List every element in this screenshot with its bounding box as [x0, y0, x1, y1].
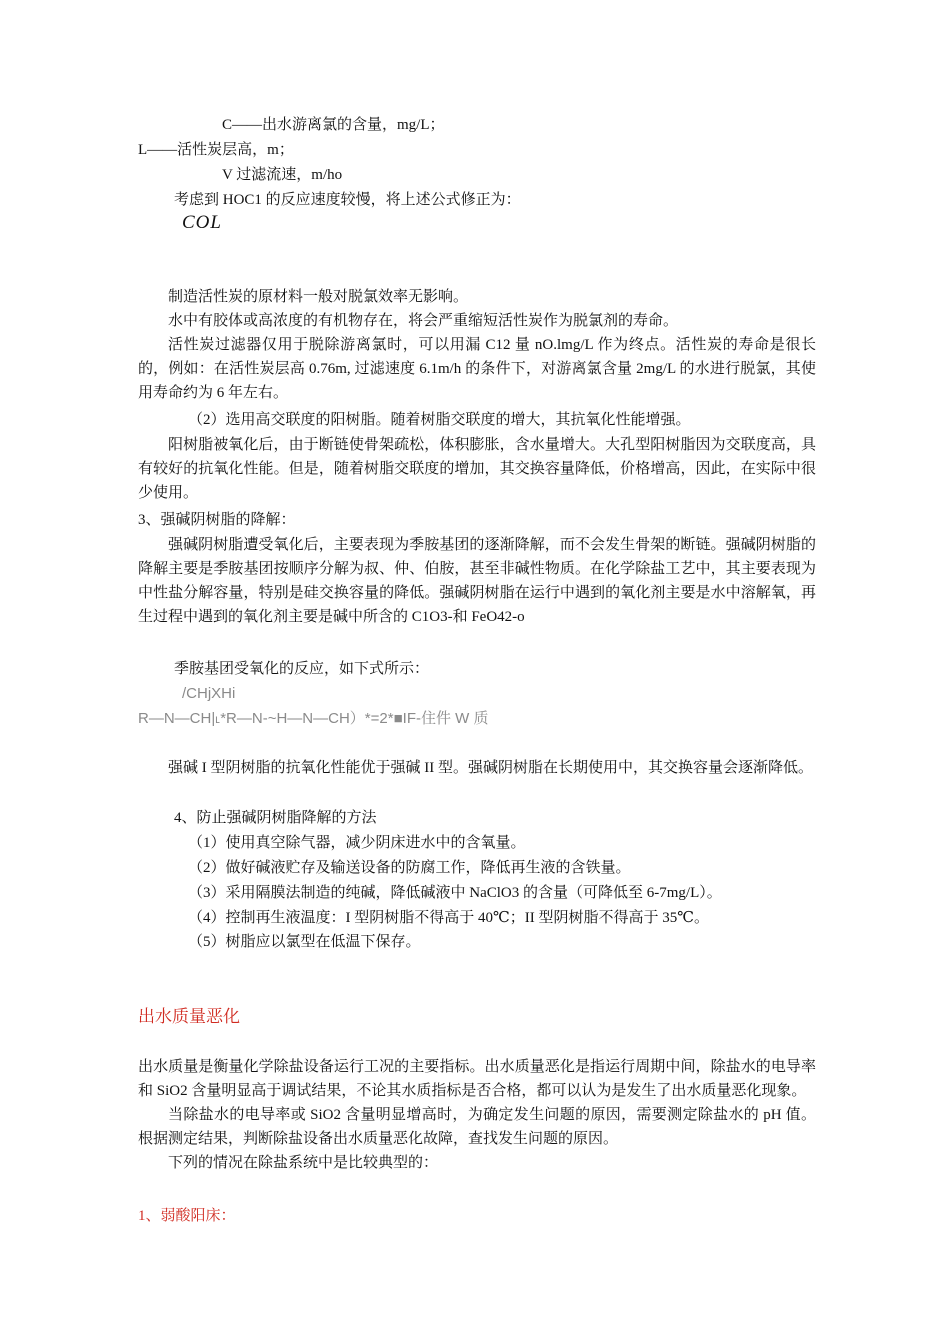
col-formula: COL: [182, 212, 222, 233]
definition-v: V 过滤流速，m/ho: [222, 167, 343, 183]
quality-para-1: 出水质量是衡量化学除盐设备运行工况的主要指标。出水质量恶化是指运行周期中间，除盐水的电导率和 SiO2 含量明显高于调试结果，不论其水质指标是否合格，都可以认为是发生了出水质量恶化现象。: [138, 1059, 816, 1099]
carbon-para-1: 制造活性炭的原材料一般对脱氯效率无影响。: [168, 289, 469, 305]
section-heading: 出水质量恶化: [138, 1007, 240, 1026]
method-item-3: （3）采用隔膜法制造的纯碱，降低碱液中 NaClO3 的含量（可降低至 6-7mg/L）。: [188, 885, 722, 901]
reaction-formula-line-1: /CHjXHi: [182, 685, 236, 702]
quality-paragraphs: [138, 1055, 816, 1175]
reaction-formula-line-2: R—N—CH|˪*R—N-~H—N—CH）*=2*■IF-住件 W 质: [138, 710, 489, 727]
method-item-4: （4）控制再生液温度：I 型阴树脂不得高于 40℃；II 型阴树脂不得高于 35℃。: [188, 910, 710, 926]
cation-item: （2）选用高交联度的阳树脂。随着树脂交联度的增大，其抗氧化性能增强。: [188, 412, 691, 428]
definition-l: L——活性炭层高，m；: [138, 142, 294, 158]
cation-paragraph: [138, 433, 816, 505]
method-item-2: （2）做好碱液贮存及输送设备的防腐工作，降低再生液的含铁量。: [188, 860, 631, 876]
cation-para-text: 阳树脂被氧化后，由于断链使骨架疏松，体积膨胀，含水量增大。大孔型阳树脂因为交联度高，具有较好的抗氧化性能。但是，随着树脂交联度的增加，其交换容量降低，价格增高，因此，在实际中很少使用。: [138, 437, 816, 501]
quality-para-3: 下列的情况在除盐系统中是比较典型的：: [168, 1155, 439, 1171]
carbon-paragraphs: [138, 285, 816, 405]
definition-c: C——出水游离氯的含量，mg/L；: [222, 117, 445, 133]
section-4-title: 4、防止强碱阴树脂降解的方法: [174, 810, 377, 826]
carbon-para-3: 活性炭过滤器仅用于脱除游离氯时，可以用漏 C12 量 nO.lmg/L 作为终点。活性炭的寿命是很长的，例如：在活性炭层高 0.76m, 过滤速度 6.1m/h 的条件下，对游离氯含量 2mg/L 的水进行脱氯，其使用寿命约为 6 年左右。: [138, 337, 816, 401]
carbon-para-2: 水中有胶体或高浓度的有机物存在，将会严重缩短活性炭作为脱氯剂的寿命。: [168, 313, 679, 329]
hoc-note: 考虑到 HOC1 的反应速度较慢，将上述公式修正为：: [174, 192, 521, 208]
section-3-paragraph: [138, 533, 816, 629]
quality-para-2: 当除盐水的电导率或 SiO2 含量明显增高时，为确定发生问题的原因，需要测定除盐水的 pH 值。根据测定结果，判断除盐设备出水质量恶化故障，查找发生问题的原因。: [138, 1107, 816, 1147]
type-paragraph: [138, 756, 816, 780]
section-1-title: 1、弱酸阳床：: [138, 1208, 236, 1224]
section-3-title: 3、强碱阴树脂的降解：: [138, 512, 296, 528]
type-para-text: 强碱 I 型阴树脂的抗氧化性能优于强碱 II 型。强碱阴树脂在长期使用中，其交换容量会逐渐降低。: [168, 760, 813, 776]
section-3-para-text: 强碱阴树脂遭受氧化后，主要表现为季胺基团的逐渐降解，而不会发生骨架的断链。强碱阴树脂的降解主要是季胺基团按顺序分解为叔、仲、伯胺，甚至非碱性物质。在化学除盐工艺中，其主要表现为中性盐分解容量，特别是硅交换容量的降低。强碱阴树脂在运行中遇到的氧化剂主要是水中溶解氧，再生过程中遇到的氧化剂主要是碱中所含的 C1O3-和 FeO42-o: [138, 537, 816, 625]
method-item-1: （1）使用真空除气器，减少阴床进水中的含氧量。: [188, 835, 526, 851]
method-item-5: （5）树脂应以氯型在低温下保存。: [188, 934, 421, 950]
reaction-intro: 季胺基团受氧化的反应，如下式所示：: [174, 661, 430, 677]
